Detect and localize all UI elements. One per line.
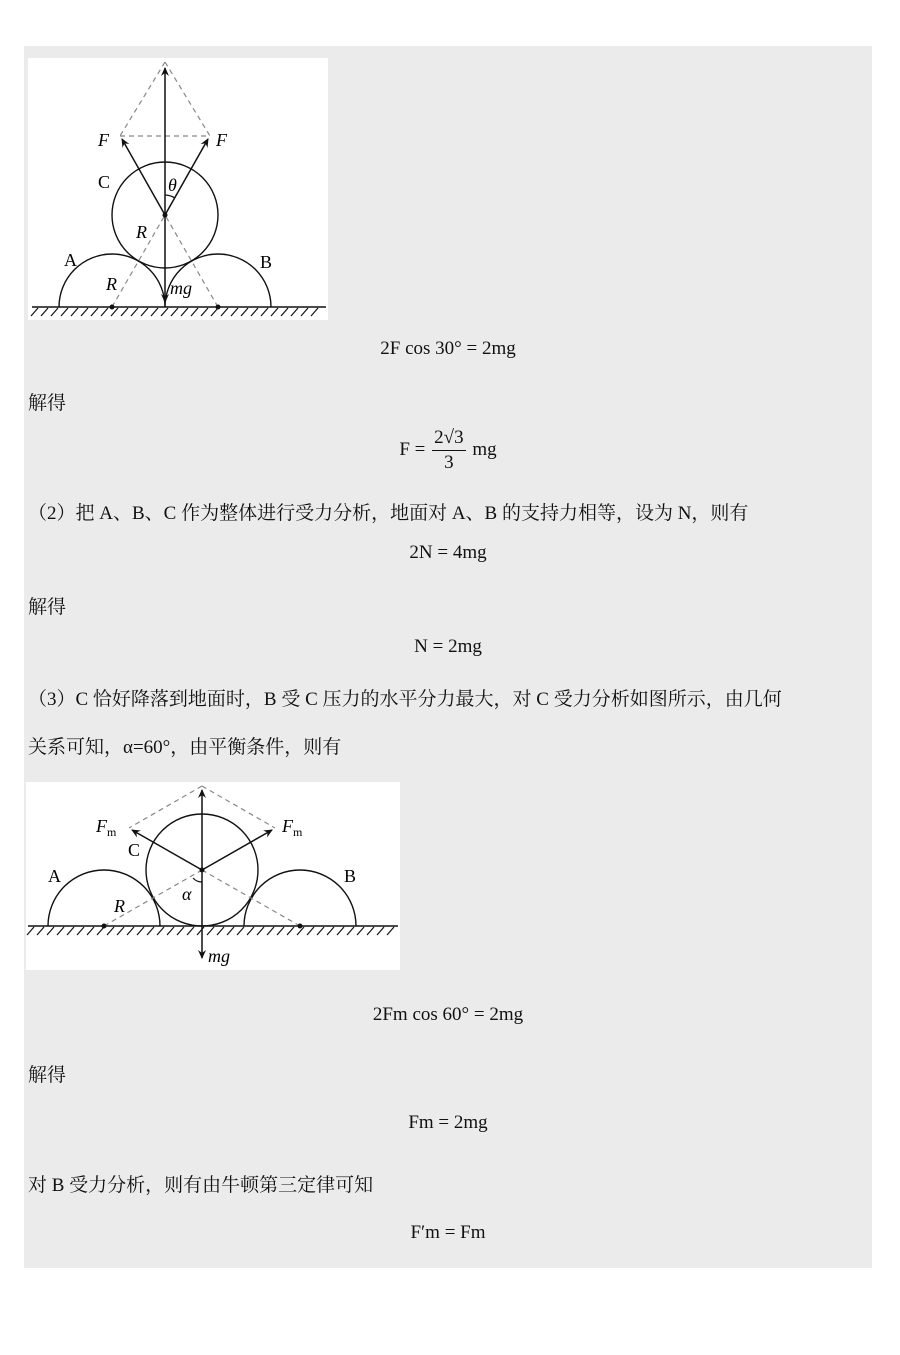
text-newton: 对 B 受力分析，则有由牛顿第三定律可知: [28, 1175, 374, 1196]
equation-5: [24, 1004, 872, 1026]
label-mg: mg: [170, 278, 192, 298]
equation-7: [24, 1222, 872, 1244]
equation-2: [24, 426, 872, 475]
equation-2-fraction: [432, 426, 465, 475]
equation-6: [24, 1112, 872, 1134]
equation-6-text: Fm = 2mg: [408, 1112, 488, 1133]
label-a: A: [48, 866, 61, 886]
label-f-left: F: [98, 130, 109, 150]
label-c: C: [98, 172, 111, 192]
label-b: B: [344, 866, 357, 886]
figure-2: [26, 782, 400, 970]
label-fm-left: $F_m$: [96, 816, 117, 839]
label-b: B: [260, 252, 273, 272]
equation-2-numerator: 2√3: [432, 426, 465, 451]
equation-2-denominator: 3: [444, 452, 454, 473]
text-jiede-3: 解得: [28, 1065, 67, 1086]
label-r: R: [114, 896, 125, 916]
equation-7-text: F′m = Fm: [410, 1222, 486, 1243]
label-alpha: α: [182, 884, 192, 904]
label-r-upper: R: [136, 222, 147, 242]
text-part-3-line-1: （3）C 恰好降落到地面时，B 受 C 压力的水平分力最大，对 C 受力分析如图所示，由几何: [28, 689, 782, 710]
equation-1: [24, 338, 872, 360]
semicircle-a: [48, 870, 160, 926]
label-c: C: [128, 840, 141, 860]
text-part-2: （2）把 A、B、C 作为整体进行受力分析，地面对 A、B 的支持力相等，设为 N，则有: [28, 503, 749, 524]
text-jiede-1: 解得: [28, 393, 67, 414]
equation-4-text: N = 2mg: [414, 636, 482, 657]
text-jiede-2: 解得: [28, 597, 67, 618]
figure-1: [28, 58, 328, 320]
label-theta: θ: [168, 175, 177, 195]
label-mg: mg: [208, 946, 230, 966]
label-f-right: F: [216, 130, 227, 150]
force-diagram-2: [26, 782, 400, 970]
equation-4: [24, 636, 872, 658]
equation-2-lhs: F =: [399, 438, 426, 460]
equation-1-text: 2F cos 30° = 2mg: [380, 338, 516, 359]
equation-3: [24, 542, 872, 564]
force-diagram-1: [28, 58, 328, 320]
label-r-lower: R: [106, 274, 117, 294]
content-panel: [24, 46, 872, 1268]
equation-2-rhs: mg: [472, 438, 497, 460]
equation-3-text: 2N = 4mg: [409, 542, 487, 563]
text-part-3-line-2: 关系可知，α=60°，由平衡条件，则有: [28, 737, 342, 758]
label-fm-right: $F_m$: [282, 816, 303, 839]
equation-5-text: 2Fm cos 60° = 2mg: [372, 1004, 524, 1025]
label-a: A: [64, 250, 77, 270]
semicircle-b: [244, 870, 356, 926]
